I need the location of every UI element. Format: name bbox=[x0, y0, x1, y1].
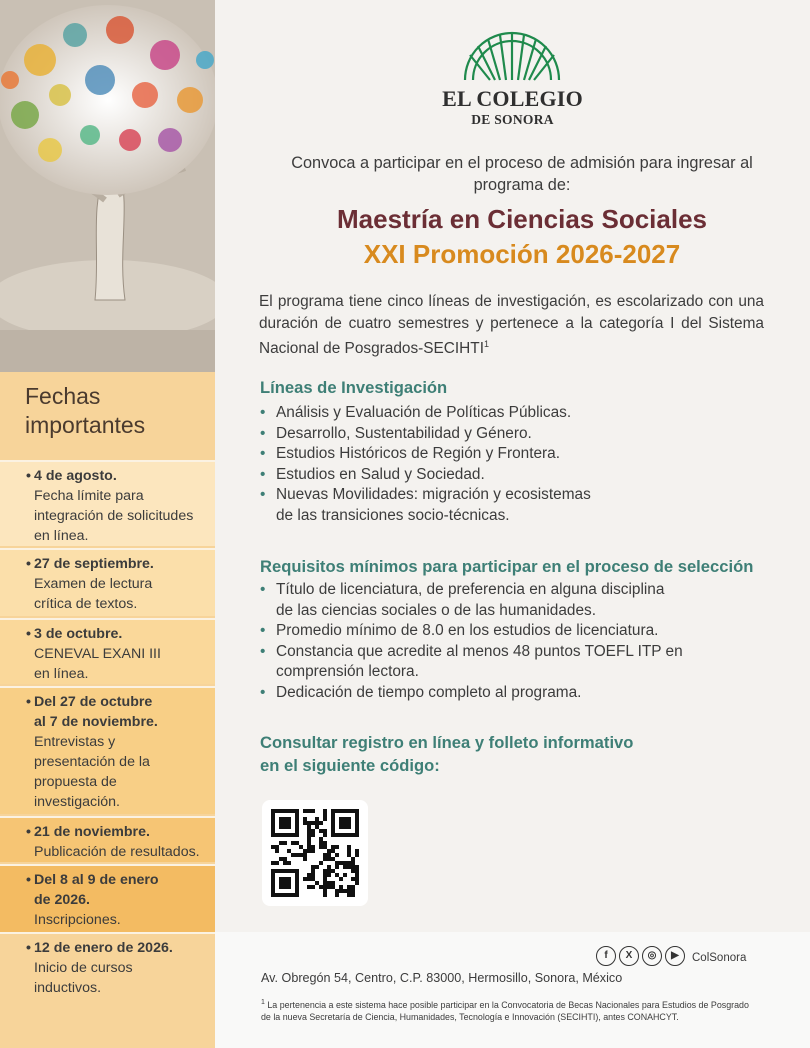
date-description: Inscripciones. bbox=[34, 912, 121, 928]
important-dates-title-line2: importantes bbox=[25, 412, 146, 438]
list-item-text: Dedicación de tiempo completo al programa. bbox=[276, 683, 582, 701]
social-icons bbox=[596, 946, 688, 970]
list-item-text: Estudios Históricos de Región y Frontera. bbox=[276, 445, 560, 463]
facebook-icon[interactable]: f bbox=[596, 946, 616, 966]
date-item-7: • 12 de enero de 2026. Inicio de cursos inductivos. bbox=[0, 932, 215, 1048]
date-description: integración de solicitudes bbox=[34, 508, 194, 524]
footer bbox=[215, 932, 810, 1048]
date-description: Inicio de cursos bbox=[34, 960, 133, 976]
program-title: Maestría en Ciencias Sociales bbox=[337, 204, 707, 234]
list-item: • Desarrollo, Sustentabilidad y Género. bbox=[260, 424, 532, 442]
left-column bbox=[0, 0, 215, 1048]
date-label: 21 de noviembre. bbox=[34, 824, 150, 840]
tree-collage-image bbox=[0, 0, 215, 372]
qr-code-graphic[interactable] bbox=[262, 800, 368, 906]
qr-code[interactable] bbox=[262, 800, 368, 906]
date-description: Publicación de resultados. bbox=[34, 844, 200, 860]
registration-line2: en el siguiente código: bbox=[260, 756, 440, 775]
list-item-text: de las transiciones socio-técnicas. bbox=[276, 506, 510, 524]
date-description: Entrevistas y bbox=[34, 734, 116, 750]
date-description: en línea. bbox=[34, 666, 89, 682]
list-item-text: Estudios en Salud y Sociedad. bbox=[276, 465, 485, 483]
date-label: Del 27 de octubre bbox=[34, 694, 153, 710]
registration-line1: Consultar registro en línea y folleto informativo bbox=[260, 733, 634, 752]
date-description: en línea. bbox=[34, 528, 89, 544]
date-item-1: • 4 de agosto. Fecha límite para integración de solicitudes en línea. bbox=[0, 460, 215, 546]
description-text: El programa tiene cinco líneas de investigación, es escolarizado con una duración de cuatro semestres y pertenece a la categoría I del Sistema Nacional de Posgrados-SECIHTI bbox=[259, 293, 764, 358]
list-item: • Constancia que acredite al menos 48 puntos TOEFL ITP en comprensión lectora. bbox=[260, 642, 683, 681]
important-dates-title bbox=[25, 382, 205, 440]
date-description: CENEVAL EXANI III bbox=[34, 646, 161, 662]
date-description: propuesta de bbox=[34, 774, 117, 790]
date-label: de 2026. bbox=[34, 892, 91, 908]
date-label: Del 8 al 9 de enero bbox=[34, 872, 159, 888]
date-item-2: • 27 de septiembre. Examen de lectura crítica de textos. bbox=[0, 548, 215, 616]
list-item: • Nuevas Movilidades: migración y ecosistemas de las transiciones socio-técnicas. bbox=[260, 486, 591, 524]
list-item-text: Título de licenciatura, de preferencia en alguna disciplina bbox=[276, 581, 665, 598]
date-description: investigación. bbox=[34, 794, 120, 810]
date-item-3: • 3 de octubre. CENEVAL EXANI III en línea. bbox=[0, 618, 215, 684]
requirements-heading: Requisitos mínimos para participar en el proceso de selección bbox=[260, 557, 754, 576]
footnote bbox=[261, 997, 761, 1024]
list-item: • Título de licenciatura, de preferencia en alguna disciplina de las ciencias sociales o de las humanidades. bbox=[260, 581, 665, 619]
registration-heading bbox=[260, 731, 633, 777]
date-description: crítica de textos. bbox=[34, 596, 138, 612]
program-description bbox=[259, 291, 764, 360]
date-description: inductivos. bbox=[34, 980, 102, 996]
institution-name: EL COLEGIO bbox=[442, 86, 583, 111]
intro-text: Convoca a participar en el proceso de admisión para ingresar al programa de: bbox=[291, 154, 753, 194]
list-item-text: Desarrollo, Sustentabilidad y Género. bbox=[276, 424, 532, 442]
list-item: • Estudios en Salud y Sociedad. bbox=[260, 465, 485, 483]
date-label: al 7 de noviembre. bbox=[34, 714, 158, 730]
promotion-title: XXI Promoción 2026-2027 bbox=[363, 239, 681, 269]
list-item-text: Promedio mínimo de 8.0 en los estudios de licenciatura. bbox=[276, 622, 659, 640]
date-item-6: • Del 8 al 9 de enero de 2026. Inscripciones. bbox=[0, 864, 215, 932]
footnote-marker: 1 bbox=[483, 339, 489, 349]
social-handle[interactable]: ColSonora bbox=[692, 952, 747, 964]
date-description: Examen de lectura bbox=[34, 576, 153, 592]
date-label: 27 de septiembre. bbox=[34, 556, 154, 572]
list-item-text: Constancia que acredite al menos 48 puntos TOEFL ITP en bbox=[276, 642, 683, 660]
research-lines-heading: Líneas de Investigación bbox=[260, 378, 448, 397]
date-item-4: • Del 27 de octubre al 7 de noviembre. Entrevistas y presentación de la propuesta de investigación. bbox=[0, 686, 215, 814]
footnote-text: La pertenencia a este sistema hace posible participar en la Convocatoria de Becas Nacionales para Estudios de Posgrado de la nueva Secretaría de Ciencia, Humanidades, Tecnología e Innovación (SECIHTI), antes CONAHCYT. bbox=[261, 999, 749, 1023]
list-item: • Dedicación de tiempo completo al programa. bbox=[260, 683, 582, 701]
date-description: Fecha límite para bbox=[34, 488, 144, 504]
date-item-5: • 21 de noviembre. Publicación de resultados. bbox=[0, 816, 215, 862]
date-label: 4 de agosto. bbox=[34, 468, 117, 484]
important-dates-title-line1: Fechas bbox=[25, 383, 101, 409]
list-item-text: de las ciencias sociales o de las humanidades. bbox=[276, 601, 596, 619]
date-description: presentación de la bbox=[34, 754, 150, 770]
list-item: • Estudios Históricos de Región y Frontera. bbox=[260, 445, 560, 463]
tree-illustration bbox=[0, 0, 215, 372]
list-item-text: Nuevas Movilidades: migración y ecosistemas bbox=[276, 486, 591, 504]
x-icon[interactable]: X bbox=[619, 946, 639, 966]
list-item: • Promedio mínimo de 8.0 en los estudios de licenciatura. bbox=[260, 622, 659, 640]
list-item: • Análisis y Evaluación de Políticas Públicas. bbox=[260, 404, 572, 421]
institution-subname: DE SONORA bbox=[471, 112, 554, 127]
youtube-icon[interactable]: ▶ bbox=[665, 946, 685, 966]
list-item-text: Análisis y Evaluación de Políticas Públicas. bbox=[276, 404, 572, 421]
footnote-number: 1 bbox=[261, 999, 265, 1006]
date-label: 3 de octubre. bbox=[34, 626, 123, 642]
date-label: 12 de enero de 2026. bbox=[34, 940, 173, 956]
instagram-icon[interactable]: ◎ bbox=[642, 946, 662, 966]
requirements-list bbox=[260, 580, 760, 704]
address: Av. Obregón 54, Centro, C.P. 83000, Hermosillo, Sonora, México bbox=[261, 971, 623, 985]
research-lines-list bbox=[260, 403, 760, 527]
list-item-text: comprensión lectora. bbox=[276, 663, 419, 681]
